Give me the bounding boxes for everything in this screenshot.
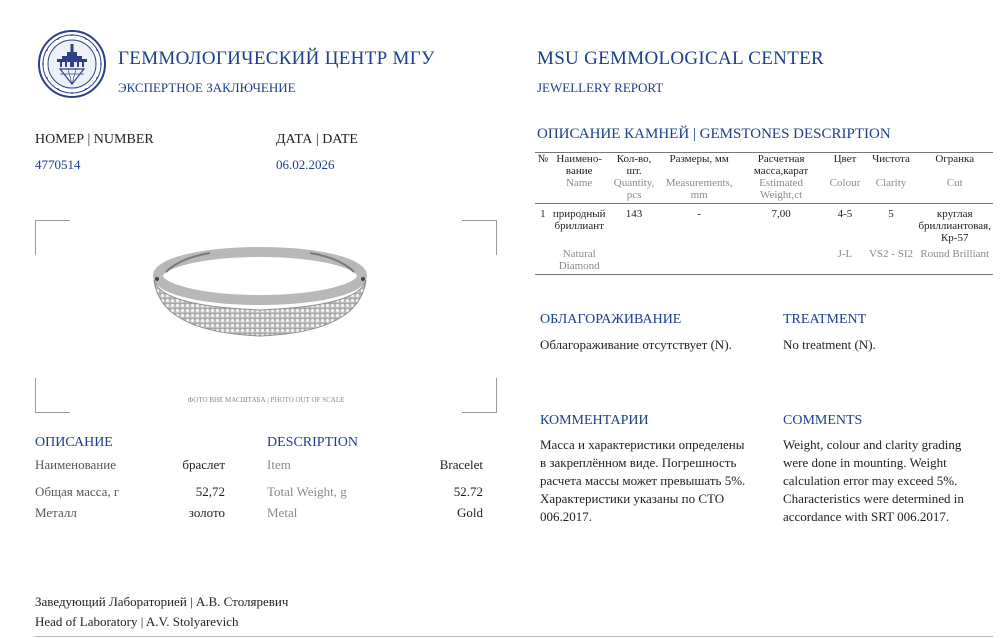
treatment-text-en: No treatment (N). bbox=[783, 337, 876, 352]
col-header: № bbox=[535, 153, 551, 178]
col-header: Cut bbox=[916, 177, 993, 204]
description-label: Metal bbox=[267, 505, 298, 520]
gemstones-table bbox=[535, 152, 993, 275]
bracelet-photo bbox=[140, 228, 380, 348]
col-header: Clarity bbox=[866, 177, 917, 204]
table-cell: Natural Diamond bbox=[551, 244, 608, 275]
col-header: Цвет bbox=[824, 153, 865, 178]
col-header: Чистота bbox=[866, 153, 917, 178]
photo-frame-corner bbox=[35, 220, 70, 255]
table-cell: 5 bbox=[888, 208, 894, 220]
description-value: Gold bbox=[457, 505, 483, 520]
description-value: браслет bbox=[182, 457, 225, 472]
table-row bbox=[535, 204, 993, 245]
description-heading-en: DESCRIPTION bbox=[267, 435, 359, 450]
photo-frame-corner bbox=[462, 220, 497, 255]
table-cell: 4-5 bbox=[837, 208, 853, 220]
subtitle-ru: ЭКСПЕРТНОЕ ЗАКЛЮЧЕНИЕ bbox=[118, 80, 296, 95]
table-cell: 7,00 bbox=[771, 208, 791, 220]
report-date: 06.02.2026 bbox=[276, 157, 335, 172]
col-header: Quantity, pcs bbox=[608, 177, 661, 204]
description-label: Общая масса, г bbox=[35, 484, 120, 499]
comments-text-ru: Масса и характеристики определены в закреплённом виде. Погрешность расчета массы может превышать 5%. Характеристики указаны по СТО 006.2017. bbox=[540, 437, 746, 524]
table-cell bbox=[535, 244, 551, 275]
treatment-heading-ru: ОБЛАГОРАЖИВАНИЕ bbox=[540, 312, 682, 327]
table-header-en bbox=[535, 177, 993, 204]
col-header: Name bbox=[551, 177, 608, 204]
table-cell: J-L bbox=[824, 244, 865, 275]
treatment-text-ru: Облагораживание отсутствует (N). bbox=[540, 337, 732, 352]
photo-caption: ФОТО ВНЕ МАСШТАБА | PHOTO OUT OF SCALE bbox=[187, 396, 345, 404]
description-value: Bracelet bbox=[439, 457, 483, 472]
col-header: Наимено-вание bbox=[551, 153, 608, 178]
table-cell: природный бриллиант bbox=[552, 208, 606, 232]
comments-text-en: Weight, colour and clarity grading were done in mounting. Weight calculation error may exceed 5%. Characteristics were determined in accordance with SRT 006.2017. bbox=[783, 437, 964, 524]
description-value: золото bbox=[188, 505, 225, 520]
col-header: Кол-во, шт. bbox=[608, 153, 661, 178]
comments-heading-ru: КОММЕНТАРИИ bbox=[540, 413, 649, 428]
description-label: Наименование bbox=[35, 457, 116, 472]
report-number: 4770514 bbox=[35, 157, 81, 172]
treatment-heading-en: TREATMENT bbox=[783, 312, 867, 327]
signature-ru: Заведующий Лабораторией | А.В. Столяревич bbox=[35, 594, 289, 609]
table-cell: 1 bbox=[540, 208, 546, 220]
table-cell: - bbox=[697, 208, 701, 220]
date-label: ДАТА | DATE bbox=[276, 132, 358, 147]
table-row bbox=[535, 244, 993, 275]
table-header-ru bbox=[535, 153, 993, 178]
table-cell bbox=[738, 244, 825, 275]
description-label: Item bbox=[267, 457, 291, 472]
description-label: Total Weight, g bbox=[267, 484, 347, 499]
table-cell bbox=[608, 244, 661, 275]
description-value: 52,72 bbox=[195, 484, 225, 499]
table-cell: VS2 - SI2 bbox=[866, 244, 917, 275]
number-label: НОМЕР | NUMBER bbox=[35, 132, 154, 147]
title-ru: ГЕММОЛОГИЧЕСКИЙ ЦЕНТР МГУ bbox=[118, 48, 435, 69]
col-header: Огранка bbox=[916, 153, 993, 178]
msu-emblem-logo bbox=[38, 30, 106, 98]
table-cell bbox=[661, 244, 738, 275]
col-header bbox=[535, 177, 551, 204]
description-value: 52.72 bbox=[453, 484, 483, 499]
signature-en: Head of Laboratory | A.V. Stolyarevich bbox=[35, 614, 239, 629]
col-header: Estimated Weight,ct bbox=[738, 177, 825, 204]
col-header: Colour bbox=[824, 177, 865, 204]
table-cell: 143 bbox=[625, 208, 643, 220]
table-cell: Round Brilliant bbox=[916, 244, 993, 275]
description-label: Металл bbox=[35, 505, 77, 520]
table-cell: круглая бриллиантовая, Кр-57 bbox=[918, 208, 991, 244]
description-heading-ru: ОПИСАНИЕ bbox=[35, 435, 113, 450]
col-header: Размеры, мм bbox=[661, 153, 738, 178]
title-en: MSU GEMMOLOGICAL CENTER bbox=[537, 48, 824, 69]
col-header: Расчетная масса,карат bbox=[738, 153, 825, 178]
col-header: Measurements, mm bbox=[661, 177, 738, 204]
footer-divider bbox=[35, 636, 993, 637]
subtitle-en: JEWELLERY REPORT bbox=[537, 80, 664, 95]
comments-heading-en: COMMENTS bbox=[783, 413, 863, 428]
gemstones-heading: ОПИСАНИЕ КАМНЕЙ | GEMSTONES DESCRIPTION bbox=[537, 126, 891, 142]
